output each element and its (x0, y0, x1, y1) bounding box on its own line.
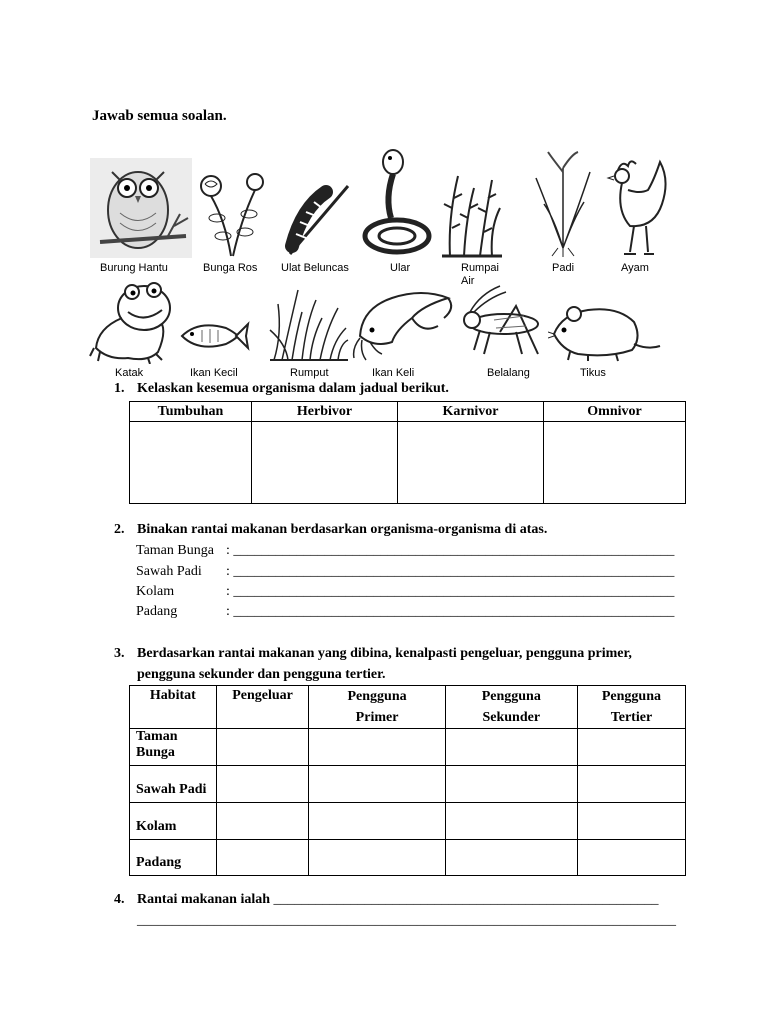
food-chain-line: Sawah Padi : _______________________________________________________________ (136, 564, 675, 579)
answer-blank[interactable]: _______________________________________________________ (273, 892, 659, 907)
habitat-label: Sawah Padi (136, 564, 202, 579)
answer-cell[interactable] (398, 422, 544, 504)
owl-picture (90, 158, 192, 258)
organism-label: Ikan Keli (372, 367, 415, 379)
grass-picture (268, 284, 350, 362)
answer-blank[interactable]: _______________________________________________________________ (233, 604, 675, 619)
question-text: Kelaskan kesemua organisma dalam jadual berikut. (137, 381, 449, 396)
food-chain-line: Kolam : _______________________________________________________________ (136, 584, 675, 599)
habitat-label: Kolam (136, 584, 175, 599)
question-text: pengguna sekunder dan pengguna tertier. (137, 667, 386, 682)
question-number: 3. (114, 646, 125, 661)
habitat-cell: Sawah Padi (130, 766, 217, 803)
answer-cell[interactable] (577, 766, 685, 803)
food-chain-line: Padang : _______________________________________________________________ (136, 604, 675, 619)
organism-label: Rumput (290, 367, 329, 379)
organism-label: Padi (552, 262, 575, 274)
answer-cell[interactable] (309, 766, 445, 803)
question-number: 4. (114, 892, 125, 907)
table-header: Omnivor (544, 402, 686, 422)
answer-cell[interactable] (577, 840, 685, 876)
answer-cell[interactable] (309, 840, 445, 876)
grasshopper-picture (460, 284, 548, 364)
rooster-picture (600, 150, 672, 260)
definition-line (137, 892, 659, 908)
habitat-label: Taman Bunga (136, 543, 214, 558)
rat-picture (548, 294, 662, 362)
organism-label: Belalang (487, 367, 530, 379)
organism-label: Ular (390, 262, 411, 274)
question-number: 2. (114, 522, 125, 537)
classification-table (129, 401, 686, 504)
cobra-picture (355, 148, 437, 260)
instruction: Jawab semua soalan. (92, 108, 227, 124)
habitat-cell: Taman Bunga (130, 729, 217, 766)
table-header: Pengguna Sekunder (445, 686, 577, 729)
answer-cell[interactable] (216, 840, 309, 876)
answer-cell[interactable] (577, 729, 685, 766)
answer-cell[interactable] (216, 803, 309, 840)
table-header: Pengeluar (216, 686, 309, 729)
answer-cell[interactable] (577, 803, 685, 840)
table-header: Habitat (130, 686, 217, 729)
paddy-picture (528, 148, 598, 258)
organism-label: Ayam (621, 262, 649, 274)
organism-label: Katak (115, 367, 144, 379)
answer-blank[interactable]: _____________________________________________________________________________ (137, 913, 676, 928)
organism-label: Tikus (580, 367, 606, 379)
answer-cell[interactable] (445, 766, 577, 803)
answer-cell[interactable] (445, 803, 577, 840)
water-weed-picture (440, 168, 504, 258)
organism-label: Ulat Beluncas (281, 262, 349, 274)
caterpillar-picture (282, 178, 352, 258)
table-header: Pengguna Tertier (577, 686, 685, 729)
answer-cell[interactable] (309, 803, 445, 840)
answer-cell[interactable] (309, 729, 445, 766)
answer-cell[interactable] (445, 729, 577, 766)
trophic-level-table (129, 685, 686, 876)
table-header: Karnivor (398, 402, 544, 422)
small-fish-picture (178, 316, 250, 356)
answer-cell[interactable] (216, 729, 309, 766)
table-header: Herbivor (252, 402, 398, 422)
question-text: Binakan rantai makanan berdasarkan organisma-organisma di atas. (137, 522, 548, 537)
answer-cell[interactable] (130, 422, 252, 504)
question-text: Berdasarkan rantai makanan yang dibina, kenalpasti pengeluar, pengguna primer, (137, 646, 632, 661)
answer-cell[interactable] (216, 766, 309, 803)
table-header: Pengguna Primer (309, 686, 445, 729)
answer-cell[interactable] (544, 422, 686, 504)
food-chain-line: Taman Bunga : _______________________________________________________________ (136, 543, 675, 558)
habitat-cell: Padang (130, 840, 217, 876)
question-text: Rantai makanan ialah (137, 892, 271, 907)
habitat-cell: Kolam (130, 803, 217, 840)
organism-label: Ikan Kecil (190, 367, 238, 379)
answer-cell[interactable] (445, 840, 577, 876)
frog-picture (88, 278, 180, 364)
organism-label: Burung Hantu (100, 262, 168, 274)
question-number: 1. (114, 381, 125, 396)
habitat-label: Padang (136, 604, 178, 619)
organism-label: Bunga Ros (203, 262, 258, 274)
answer-blank[interactable]: _______________________________________________________________ (233, 564, 675, 579)
answer-blank[interactable]: _______________________________________________________________ (233, 543, 675, 558)
answer-cell[interactable] (252, 422, 398, 504)
answer-blank[interactable]: _______________________________________________________________ (233, 584, 675, 599)
organism-label: Rumpai Air (461, 262, 499, 287)
table-header: Tumbuhan (130, 402, 252, 422)
rose-picture (195, 170, 273, 258)
catfish-picture (352, 278, 458, 362)
